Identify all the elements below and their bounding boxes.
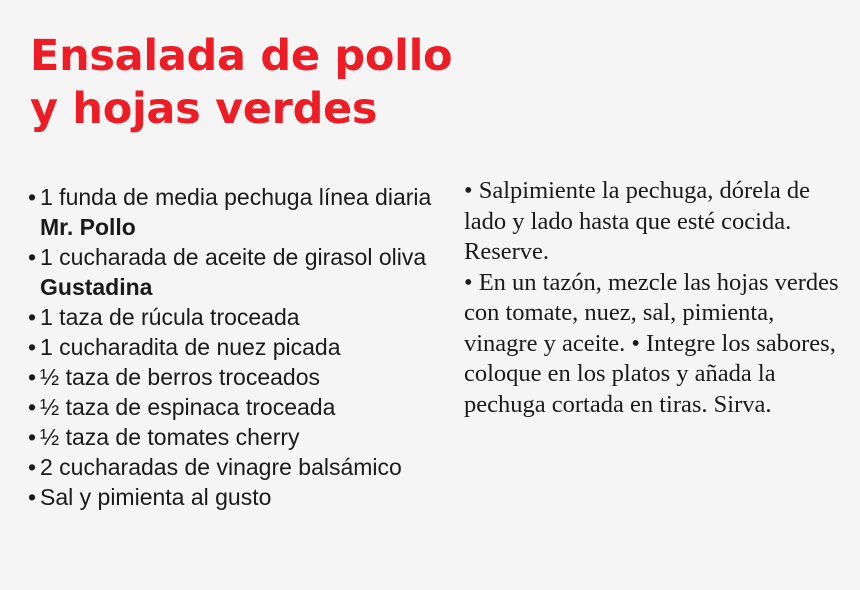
ingredient-item	[28, 452, 448, 482]
ingredient-text: 2 cucharadas de vinagre balsámico	[40, 454, 402, 480]
ingredient-item	[28, 422, 448, 452]
ingredient-text: Sal y pimienta al gusto	[40, 484, 272, 510]
step-paragraph-1: • Salpimiente la pechuga, dórela de lado y lado hasta que esté cocida. Reserve.	[464, 177, 811, 265]
ingredient-item	[28, 482, 448, 512]
ingredient-text: ½ taza de espinaca troceada	[40, 394, 336, 420]
ingredient-text: ½ taza de berros troceados	[40, 364, 320, 390]
recipe-title-line-1: Ensalada de pollo	[30, 31, 453, 81]
ingredient-item	[28, 182, 448, 242]
bullet-icon: •	[28, 184, 37, 210]
recipe-title	[30, 30, 452, 136]
bullet-icon: •	[28, 334, 37, 360]
ingredient-text: 1 cucharadita de nuez picada	[40, 334, 341, 360]
ingredient-item	[28, 392, 448, 422]
ingredient-text: 1 cucharada de aceite de girasol oliva	[40, 244, 427, 270]
bullet-icon: •	[28, 424, 37, 450]
ingredient-item	[28, 332, 448, 362]
bullet-icon: •	[28, 244, 37, 270]
bullet-icon: •	[28, 394, 37, 420]
ingredient-item	[28, 302, 448, 332]
ingredient-text: 1 taza de rúcula troceada	[40, 304, 300, 330]
bullet-icon: •	[28, 454, 37, 480]
ingredient-item	[28, 242, 448, 302]
ingredients-list	[28, 182, 448, 512]
step-paragraph-2: • En un tazón, mezcle las hojas verdes con tomate, nuez, sal, pimienta, vinagre y aceite. • Integre los sabores, coloque en los platos y añada la pechuga cortada en tiras. Sirva.	[464, 268, 839, 418]
ingredient-brand: Gustadina	[40, 274, 153, 300]
preparation-steps	[464, 176, 849, 420]
bullet-icon: •	[28, 364, 37, 390]
ingredient-text: 1 funda de media pechuga línea diaria	[40, 184, 432, 210]
bullet-icon: •	[28, 484, 37, 510]
ingredient-text: ½ taza de tomates cherry	[40, 424, 300, 450]
ingredient-item	[28, 362, 448, 392]
ingredient-brand: Mr. Pollo	[40, 214, 136, 240]
recipe-title-line-2: y hojas verdes	[30, 84, 378, 134]
bullet-icon: •	[28, 304, 37, 330]
